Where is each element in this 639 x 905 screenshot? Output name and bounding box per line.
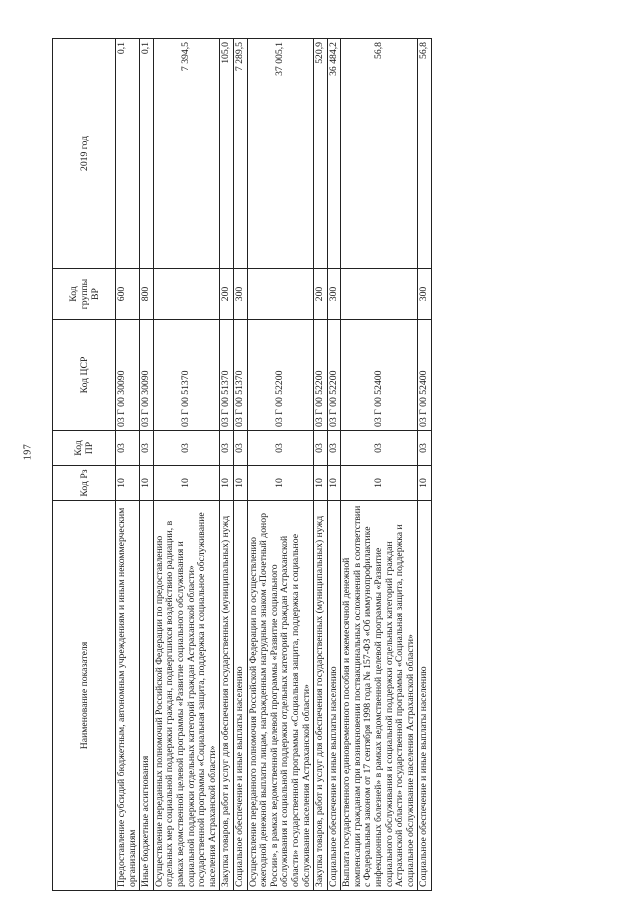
cell-csr: 03 Г 00 51370 [233, 320, 247, 431]
cell-pr: 03 [247, 431, 314, 466]
cell-name: Выплата государственного единовременного пособия и ежемесячной денежной компенсации гражданам при возникновении поствакцинальных осложнений в соответствии с Федеральным законом от 17 сентября 1998 года № 157-ФЗ «Об иммунопрофилактике инфекционных болезней» в рамках ведомственной целевой программы «Развитие социального обслуживания и социальной поддержки отдельных категорий граждан Астраханской области» государственной программы «Социальная защита, поддержка и социальное обслуживание населения Астраханской области» [341, 501, 418, 891]
cell-value: 7 394,5 [153, 39, 220, 269]
cell-value: 37 005,1 [247, 39, 314, 269]
table-header-row [53, 39, 116, 891]
cell-pr: 03 [327, 431, 341, 466]
cell-pr: 03 [153, 431, 220, 466]
cell-csr: 03 Г 00 30090 [116, 320, 140, 431]
cell-rz: 10 [314, 466, 328, 501]
cell-pr: 03 [418, 431, 432, 466]
cell-vr: 200 [314, 269, 328, 320]
header-year: 2019 год [53, 39, 116, 269]
cell-vr: 600 [116, 269, 140, 320]
cell-rz: 10 [418, 466, 432, 501]
cell-rz: 10 [247, 466, 314, 501]
cell-value: 56,8 [418, 39, 432, 269]
cell-pr: 03 [341, 431, 418, 466]
table-row [341, 39, 418, 891]
header-name: Наименование показателя [53, 501, 116, 891]
cell-rz: 10 [220, 466, 234, 501]
cell-csr: 03 Г 00 51370 [220, 320, 234, 431]
table-row [314, 39, 328, 891]
cell-vr [247, 269, 314, 320]
cell-value: 520,9 [314, 39, 328, 269]
cell-rz: 10 [341, 466, 418, 501]
cell-name: Социальное обеспечение и иные выплаты населению [327, 501, 341, 891]
cell-value: 0,1 [140, 39, 154, 269]
cell-value: 36 484,2 [327, 39, 341, 269]
cell-rz: 10 [116, 466, 140, 501]
cell-vr: 300 [418, 269, 432, 320]
cell-name: Закупка товаров, работ и услуг для обеспечения государственных (муниципальных) нужд [220, 501, 234, 891]
cell-name: Социальное обеспечение и иные выплаты населению [233, 501, 247, 891]
header-csr: Код ЦСР [53, 320, 116, 431]
page-number: 197 [22, 443, 34, 461]
cell-pr: 03 [140, 431, 154, 466]
cell-vr: 300 [327, 269, 341, 320]
header-vr: Код группы ВР [53, 269, 116, 320]
cell-value: 0,1 [116, 39, 140, 269]
cell-vr: 300 [233, 269, 247, 320]
cell-vr: 800 [140, 269, 154, 320]
cell-rz: 10 [153, 466, 220, 501]
header-pr: Код ПР [53, 431, 116, 466]
cell-rz: 10 [327, 466, 341, 501]
cell-csr: 03 Г 00 52200 [327, 320, 341, 431]
cell-csr: 03 Г 00 52200 [314, 320, 328, 431]
table-row [220, 39, 234, 891]
table-row [247, 39, 314, 891]
cell-pr: 03 [314, 431, 328, 466]
budget-table [52, 38, 432, 891]
cell-vr [341, 269, 418, 320]
table-row [140, 39, 154, 891]
table-row [116, 39, 140, 891]
cell-name: Осуществление переданного полномочия Российской Федерации по осуществлению ежегодной денежной выплаты лицам, награжденным нагрудным знаком «Почетный донор России», в рамках ведомственной целевой программы «Развитие социального обслуживания и социальной поддержки отдельных категорий граждан Астраханской области» государственной программы «Социальная защита, поддержка и социальное обслуживание населения Астраханской области» [247, 501, 314, 891]
cell-csr: 03 Г 00 52200 [247, 320, 314, 431]
cell-name: Закупка товаров, работ и услуг для обеспечения государственных (муниципальных) нужд [314, 501, 328, 891]
cell-pr: 03 [220, 431, 234, 466]
table-row [153, 39, 220, 891]
cell-name: Социальное обеспечение и иные выплаты населению [418, 501, 432, 891]
header-rz: Код Рз [53, 466, 116, 501]
cell-csr: 03 Г 00 30090 [140, 320, 154, 431]
cell-value: 7 289,5 [233, 39, 247, 269]
cell-pr: 03 [116, 431, 140, 466]
cell-rz: 10 [233, 466, 247, 501]
cell-vr: 200 [220, 269, 234, 320]
rotated-page-content [52, 38, 630, 891]
cell-csr: 03 Г 00 52400 [341, 320, 418, 431]
table-row [233, 39, 247, 891]
cell-value: 105,0 [220, 39, 234, 269]
cell-value: 56,8 [341, 39, 418, 269]
cell-rz: 10 [140, 466, 154, 501]
cell-vr [153, 269, 220, 320]
cell-name: Предоставление субсидий бюджетным, автономным учреждениям и иным некоммерческим организациям [116, 501, 140, 891]
table-row [418, 39, 432, 891]
cell-pr: 03 [233, 431, 247, 466]
cell-name: Осуществление переданных полномочий Российской Федерации по предоставлению отдельных мер социальной поддержки граждан, подвергшихся воздействию радиации, в рамках ведомственной целевой программы «Развитие социального обслуживания и социальной поддержки отдельных категорий граждан Астраханской области» государственной программы «Социальная защита, поддержка и социальное обслуживание населения Астраханской области» [153, 501, 220, 891]
cell-csr: 03 Г 00 52400 [418, 320, 432, 431]
table-row [327, 39, 341, 891]
table-body [116, 39, 432, 891]
cell-csr: 03 Г 00 51370 [153, 320, 220, 431]
cell-name: Иные бюджетные ассигнования [140, 501, 154, 891]
